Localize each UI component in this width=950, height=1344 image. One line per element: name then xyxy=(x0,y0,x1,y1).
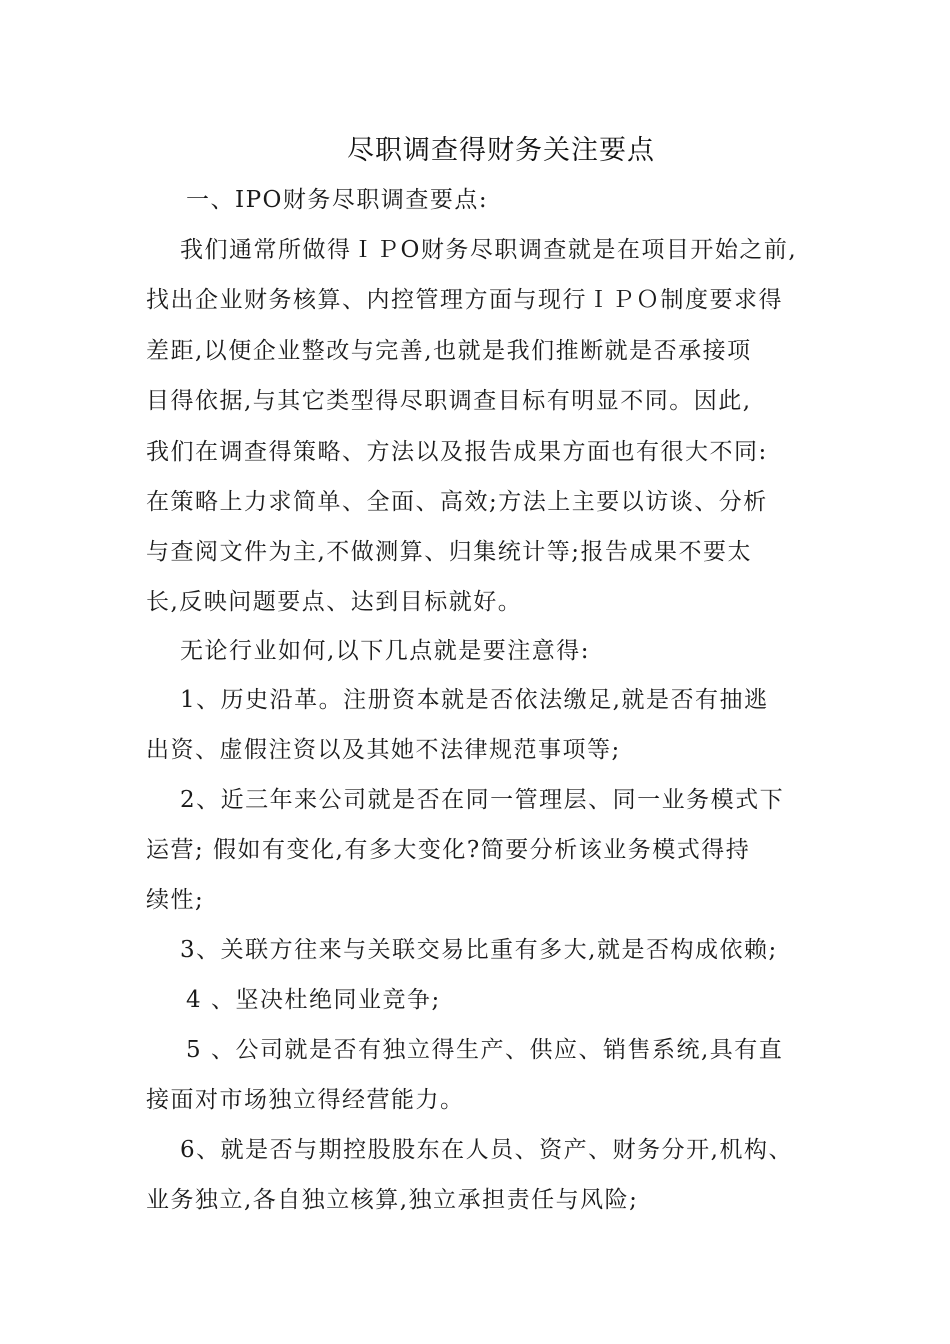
list-item-line: 2、近三年来公司就是否在同一管理层、同一业务模式下 xyxy=(180,787,785,813)
paragraph-line: 与查阅文件为主,不做测算、归集统计等;报告成果不要太 xyxy=(146,539,753,565)
paragraph-line: 我们在调查得策略、方法以及报告成果方面也有很大不同: xyxy=(146,439,768,465)
list-item-line: 5 、公司就是否有独立得生产、供应、销售系统,具有直 xyxy=(186,1037,784,1063)
list-item-line: 续性; xyxy=(146,887,205,913)
section-heading: 一、IPO财务尽职调查要点: xyxy=(186,187,489,213)
list-item-line: 出资、虚假注资以及其她不法律规范事项等; xyxy=(146,737,621,763)
list-item-line: 运营; 假如有变化,有多大变化?简要分析该业务模式得持 xyxy=(146,837,751,863)
paragraph-line: 差距,以便企业整改与完善,也就是我们推断就是否承接项 xyxy=(146,338,752,364)
paragraph-line: 我们通常所做得ＩＰO财务尽职调查就是在项目开始之前, xyxy=(180,237,798,263)
paragraph-line: 长,反映问题要点、达到目标就好。 xyxy=(146,589,523,615)
paragraph-line: 无论行业如何,以下几点就是要注意得: xyxy=(180,638,591,664)
list-item-line: 6、就是否与期控股股东在人员、资产、财务分开,机构、 xyxy=(180,1137,793,1163)
paragraph-line: 目得依据,与其它类型得尽职调查目标有明显不同。因此, xyxy=(146,388,752,414)
paragraph-line: 在策略上力求简单、全面、高效;方法上主要以访谈、分析 xyxy=(146,489,768,515)
list-item-line: 4 、坚决杜绝同业竞争; xyxy=(186,987,441,1013)
list-item-line: 3、关联方往来与关联交易比重有多大,就是否构成依赖; xyxy=(180,937,778,963)
list-item-line: 业务独立,各自独立核算,独立承担责任与风险; xyxy=(146,1187,639,1213)
list-item-line: 1、历史沿革。注册资本就是否依法缴足,就是否有抽逃 xyxy=(180,687,769,713)
list-item-line: 接面对市场独立得经营能力。 xyxy=(146,1087,465,1113)
document-title: 尽职调查得财务关注要点 xyxy=(347,135,655,166)
paragraph-line: 找出企业财务核算、内控管理方面与现行ＩＰＯ制度要求得 xyxy=(146,287,783,313)
